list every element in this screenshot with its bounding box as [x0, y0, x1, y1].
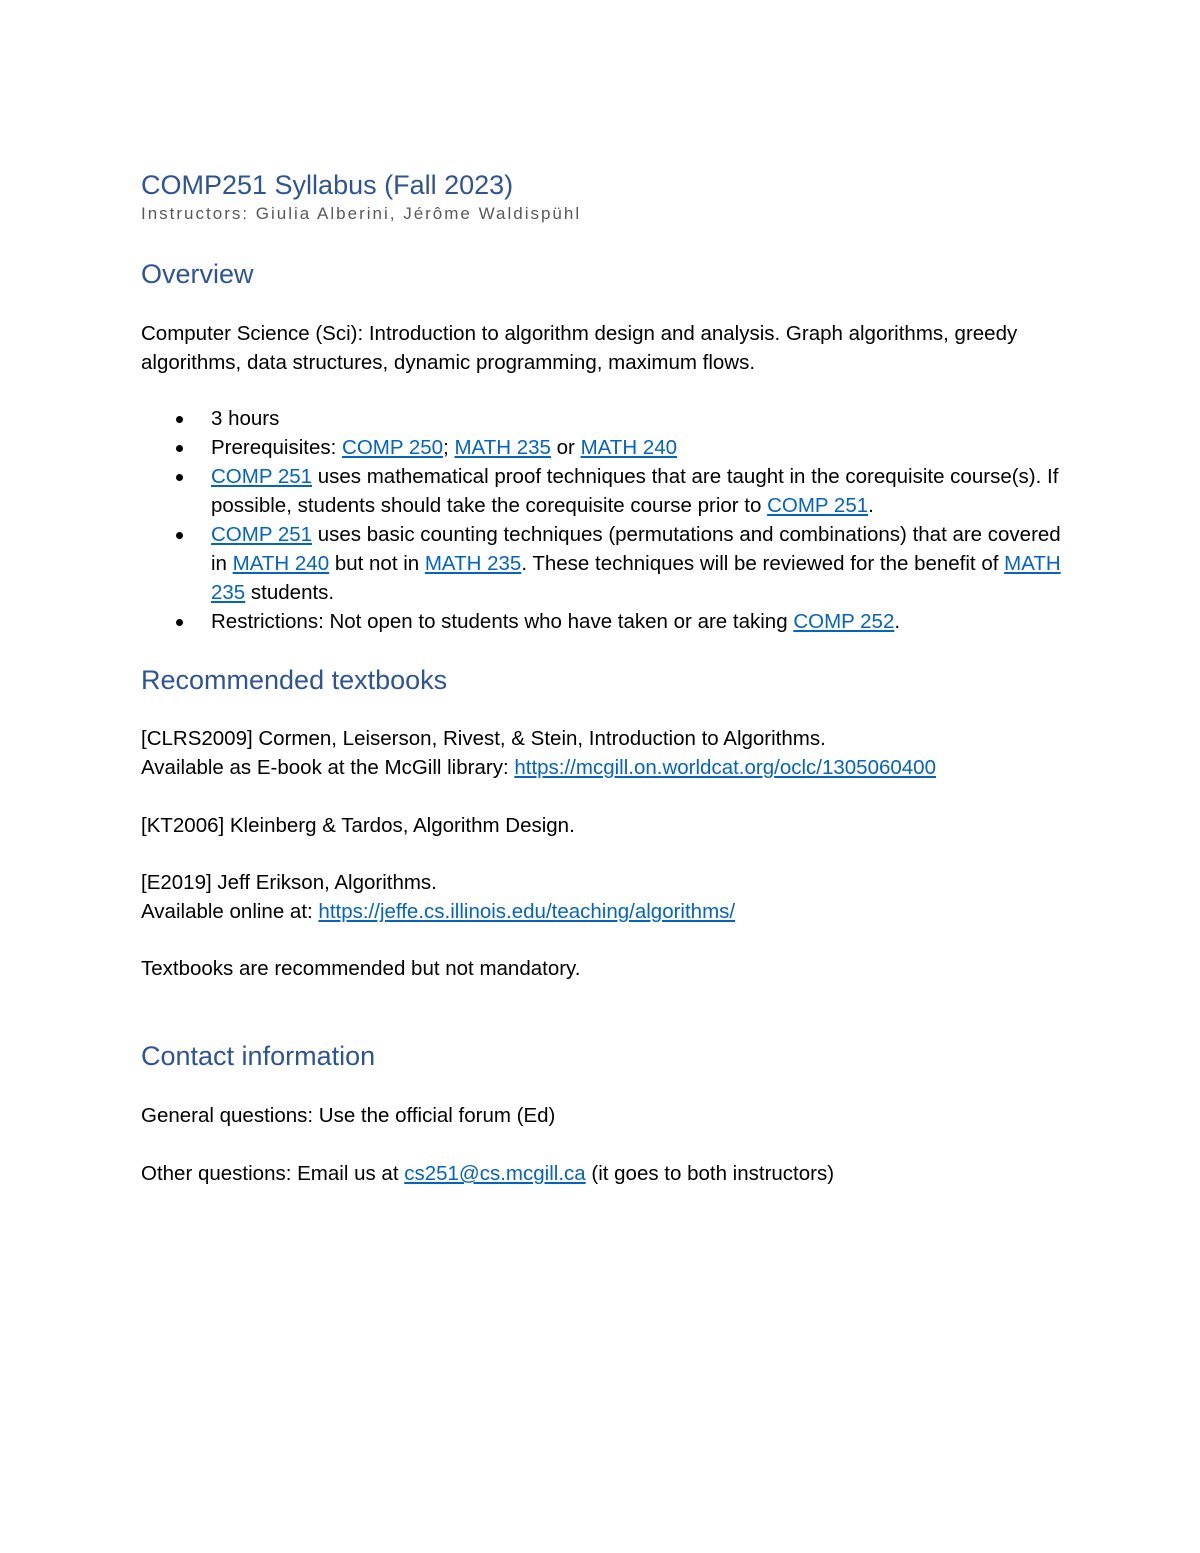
list-item-hours — [211, 404, 1081, 433]
course-details-list — [141, 404, 1081, 636]
document-title: COMP251 Syllabus (Fall 2023) — [141, 170, 514, 200]
syllabus-document — [141, 168, 1081, 1188]
list-item-restrictions — [211, 607, 1081, 636]
jeffe-link[interactable]: https://jeffe.cs.illinois.edu/teaching/algorithms/ — [318, 900, 736, 923]
hours-text: 3 hours — [211, 407, 280, 430]
erickson-citation: [E2019] Jeff Erikson, Algorithms. — [141, 871, 437, 894]
contact-other-suffix: (it goes to both instructors) — [585, 1162, 835, 1185]
contact-other-label: Other questions: Email us at — [141, 1162, 405, 1185]
proof-note-period: . — [868, 494, 874, 517]
math240-link[interactable]: MATH 240 — [580, 436, 678, 459]
math235-link[interactable]: MATH 235 — [211, 552, 1061, 604]
comp251-link[interactable]: COMP 251 — [211, 523, 313, 546]
prerequisites-label: Prerequisites: — [211, 436, 343, 459]
contact-heading: Contact information — [141, 1041, 376, 1071]
list-item-counting-techniques — [211, 520, 1081, 607]
comp251-link[interactable]: COMP 251 — [211, 465, 313, 488]
counting-note-text-2: but not in — [329, 552, 425, 575]
counting-note-text-3: . These techniques will be reviewed for the benefit of — [521, 552, 1005, 575]
clrs-citation: [CLRS2009] Cormen, Leiserson, Rivest, & Stein, Introduction to Algorithms. — [141, 727, 826, 750]
proof-note-text: uses mathematical proof techniques that are taught in the corequisite course(s). If possible, students should take the corequisite course prior to — [211, 465, 1059, 517]
restrictions-text: Restrictions: Not open to students who have taken or are taking — [211, 610, 794, 633]
worldcat-link[interactable]: https://mcgill.on.worldcat.org/oclc/1305060400 — [514, 756, 936, 779]
textbook-kt: [KT2006] Kleinberg & Tardos, Algorithm Design. — [141, 814, 575, 837]
textbook-erickson — [141, 868, 1081, 926]
overview-heading: Overview — [141, 259, 254, 289]
comp250-link[interactable]: COMP 250 — [342, 436, 444, 459]
textbook-clrs — [141, 724, 1081, 782]
math235-link[interactable]: MATH 235 — [454, 436, 551, 459]
email-link[interactable]: cs251@cs.mcgill.ca — [404, 1162, 586, 1185]
comp251-link[interactable]: COMP 251 — [767, 494, 869, 517]
counting-note-text: uses basic counting techniques (permutations and combinations) that are covered in — [211, 523, 1061, 575]
math240-link[interactable]: MATH 240 — [232, 552, 330, 575]
counting-note-text-4: students. — [245, 581, 335, 604]
prereq-or: or — [550, 436, 581, 459]
restrictions-period: . — [894, 610, 901, 633]
textbooks-heading: Recommended textbooks — [141, 665, 448, 695]
math235-link[interactable]: MATH 235 — [424, 552, 522, 575]
course-description: Computer Science (Sci): Introduction to algorithm design and analysis. Graph algorithms, greedy algorithms, data structures, dynamic programming, maximum flows. — [141, 322, 1018, 374]
list-item-proof-techniques — [211, 462, 1081, 520]
contact-general: General questions: Use the official forum (Ed) — [141, 1104, 556, 1127]
clrs-availability-label: Available as E-book at the McGill library: — [141, 756, 515, 779]
prereq-separator: ; — [443, 436, 455, 459]
document-subtitle: Instructors: Giulia Alberini, Jérôme Waldispühl — [141, 204, 582, 223]
textbooks-note: Textbooks are recommended but not mandatory. — [141, 957, 581, 980]
list-item-prerequisites — [211, 433, 1081, 462]
erickson-availability-label: Available online at: — [141, 900, 319, 923]
comp252-link[interactable]: COMP 252 — [793, 610, 895, 633]
contact-other — [141, 1159, 1081, 1188]
